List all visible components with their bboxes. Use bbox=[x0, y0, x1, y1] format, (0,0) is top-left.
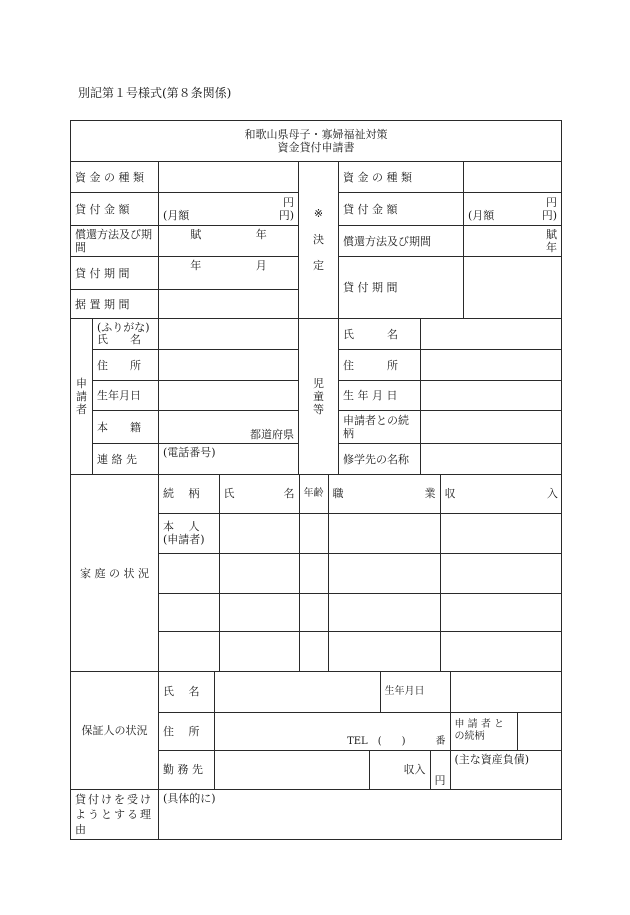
guarantor-assets-label: (主な資産負債) bbox=[454, 752, 530, 766]
guarantor-birth-label: 生年月日 bbox=[380, 672, 450, 712]
family-header-name-b: 名 bbox=[283, 487, 295, 501]
decision-type-field[interactable] bbox=[464, 162, 562, 193]
child-address-field[interactable] bbox=[421, 350, 562, 381]
family-table bbox=[159, 475, 562, 671]
family-row3-income[interactable] bbox=[440, 593, 562, 631]
family-header-job-b: 業 bbox=[424, 487, 436, 501]
guarantor-relation-field[interactable] bbox=[517, 712, 562, 750]
reason-field[interactable] bbox=[159, 790, 562, 840]
family-row1-age[interactable] bbox=[299, 513, 328, 553]
decision-period-field[interactable] bbox=[464, 257, 562, 319]
name-label: 氏 名 bbox=[97, 333, 141, 346]
family-row3-job[interactable] bbox=[328, 593, 440, 631]
child-label bbox=[299, 319, 339, 475]
child-char1: 児 bbox=[313, 377, 324, 390]
family-header-name-a: 氏 bbox=[223, 487, 235, 501]
family-row2-income[interactable] bbox=[440, 553, 562, 593]
guarantor-label: 保証人の状況 bbox=[71, 672, 159, 790]
guarantor-tel: TEL ( ) 番 bbox=[347, 735, 446, 747]
loan-amount-label: 貸 付 金 額 bbox=[71, 193, 159, 226]
child-name-label: 氏 名 bbox=[339, 319, 421, 350]
family-row3-relation[interactable] bbox=[159, 593, 219, 631]
furigana-label: (ふりがな) bbox=[97, 321, 150, 334]
guarantor-address-field[interactable] bbox=[214, 712, 450, 750]
applicant-address-field[interactable] bbox=[159, 350, 299, 381]
child-relation-field[interactable] bbox=[421, 411, 562, 444]
loan-monthly-label: (月額 bbox=[163, 209, 190, 222]
family-row1-income[interactable] bbox=[440, 513, 562, 553]
decision-char2: 定 bbox=[313, 259, 324, 272]
child-name-field[interactable] bbox=[421, 319, 562, 350]
family-header-job bbox=[328, 475, 440, 513]
loan-monthly-yen: 円) bbox=[278, 209, 294, 222]
decision-repay-label: 償還方法及び期間 bbox=[339, 226, 464, 257]
applicant-char2: 請 bbox=[76, 390, 87, 403]
repay-year: 年 bbox=[255, 228, 267, 241]
family-header-name bbox=[219, 475, 299, 513]
family-header-income bbox=[440, 475, 562, 513]
guarantor-income-field[interactable] bbox=[430, 750, 450, 789]
decision-amount-yen: 円 bbox=[546, 196, 557, 209]
applicant-contact-field[interactable] bbox=[159, 444, 299, 475]
decision-repay-year: 年 bbox=[546, 241, 557, 254]
form-number: 別記第１号様式(第８条関係) bbox=[78, 86, 232, 100]
child-char3: 等 bbox=[313, 403, 324, 416]
family-table-cell bbox=[159, 475, 562, 672]
child-school-field[interactable] bbox=[421, 444, 562, 475]
family-row3-age[interactable] bbox=[299, 593, 328, 631]
applicant-char1: 申 bbox=[76, 377, 87, 390]
grace-label: 据 置 期 間 bbox=[71, 290, 159, 319]
child-char2: 童 bbox=[313, 390, 324, 403]
child-birth-label: 生 年 月 日 bbox=[339, 381, 421, 411]
applicant-honseki-label: 本 籍 bbox=[93, 411, 159, 444]
applicant-honseki-field[interactable] bbox=[159, 411, 299, 444]
decision-repay-field[interactable] bbox=[464, 226, 562, 257]
family-header-age: 年齢 bbox=[299, 475, 328, 513]
form-title-line2: 資金貸付申請書 bbox=[277, 141, 355, 154]
guarantor-birth-field[interactable] bbox=[450, 672, 562, 712]
family-header-income-b: 入 bbox=[547, 487, 558, 501]
family-row1-name[interactable] bbox=[219, 513, 299, 553]
guarantor-table bbox=[159, 672, 562, 789]
family-row4-age[interactable] bbox=[299, 631, 328, 671]
decision-column bbox=[299, 162, 339, 319]
phone-label: (電話番号) bbox=[163, 446, 216, 459]
guarantor-name-label: 氏 名 bbox=[159, 672, 214, 712]
family-self-relation bbox=[159, 513, 219, 553]
guarantor-table-cell bbox=[159, 672, 562, 790]
family-label: 家 庭 の 状 況 bbox=[71, 475, 159, 672]
family-self-b: (申請者) bbox=[163, 533, 205, 546]
guarantor-income-yen: 円 bbox=[434, 774, 446, 787]
applicant-contact-label: 連 絡 先 bbox=[93, 444, 159, 475]
family-header-job-a: 職 bbox=[332, 487, 344, 501]
decision-mark: ※ bbox=[313, 207, 324, 220]
decision-char1: 決 bbox=[313, 233, 324, 246]
form-title bbox=[71, 121, 562, 162]
loan-amount-yen: 円 bbox=[283, 196, 294, 209]
period-year: 年 bbox=[190, 259, 202, 272]
prefecture-suffix: 都道府県 bbox=[250, 428, 294, 441]
guarantor-relation-label: 申 請 者 との続柄 bbox=[450, 712, 517, 750]
guarantor-assets-field[interactable] bbox=[450, 750, 562, 789]
repay-label: 償還方法及び期間 bbox=[71, 226, 159, 257]
repay-field[interactable] bbox=[159, 226, 299, 257]
guarantor-address-label: 住 所 bbox=[159, 712, 214, 750]
applicant-birth-field[interactable] bbox=[159, 381, 299, 411]
guarantor-income-label: 収入 bbox=[369, 750, 430, 789]
family-self-a: 本 人 bbox=[163, 520, 200, 533]
loan-amount-field[interactable] bbox=[159, 193, 299, 226]
child-relation-label: 申請者との続柄 bbox=[339, 411, 421, 444]
decision-period-label: 貸 付 期 間 bbox=[339, 257, 464, 319]
child-birth-field[interactable] bbox=[421, 381, 562, 411]
reason-label: 貸付けを受けようとする理由 bbox=[71, 790, 159, 840]
applicant-address-label: 住 所 bbox=[93, 350, 159, 381]
decision-monthly-label: (月額 bbox=[468, 209, 495, 222]
family-row4-relation[interactable] bbox=[159, 631, 219, 671]
family-row4-job[interactable] bbox=[328, 631, 440, 671]
repay-fu: 賦 bbox=[190, 228, 202, 241]
family-row3-name[interactable] bbox=[219, 593, 299, 631]
family-row1-job[interactable] bbox=[328, 513, 440, 553]
child-address-label: 住 所 bbox=[339, 350, 421, 381]
guarantor-work-label: 勤 務 先 bbox=[159, 750, 214, 789]
family-row2-job[interactable] bbox=[328, 553, 440, 593]
family-row2-age[interactable] bbox=[299, 553, 328, 593]
application-form bbox=[70, 120, 562, 840]
family-row2-name[interactable] bbox=[219, 553, 299, 593]
family-row4-name[interactable] bbox=[219, 631, 299, 671]
guarantor-name-field[interactable] bbox=[214, 672, 380, 712]
period-label: 貸 付 期 間 bbox=[71, 257, 159, 290]
family-header-income-a: 収 bbox=[444, 487, 456, 501]
guarantor-work-field[interactable] bbox=[214, 750, 369, 789]
decision-monthly-yen: 円) bbox=[541, 209, 557, 222]
loan-type-label: 資 金 の 種 類 bbox=[71, 162, 159, 193]
family-row4-income[interactable] bbox=[440, 631, 562, 671]
applicant-birth-label: 生年月日 bbox=[93, 381, 159, 411]
family-row2-relation[interactable] bbox=[159, 553, 219, 593]
form-title-line1: 和歌山県母子・寡婦福祉対策 bbox=[244, 128, 388, 141]
period-field[interactable] bbox=[159, 257, 299, 290]
decision-repay-fu: 賦 bbox=[546, 228, 557, 241]
decision-type-label: 資 金 の 種 類 bbox=[339, 162, 464, 193]
decision-amount-field[interactable] bbox=[464, 193, 562, 226]
applicant-label bbox=[71, 319, 93, 475]
period-month: 月 bbox=[255, 259, 267, 272]
grace-field[interactable] bbox=[159, 290, 299, 319]
family-header-relation: 続 柄 bbox=[159, 475, 219, 513]
decision-amount-label: 貸 付 金 額 bbox=[339, 193, 464, 226]
applicant-name-field[interactable] bbox=[159, 319, 299, 350]
applicant-name-label bbox=[93, 319, 159, 350]
reason-note: (具体的に) bbox=[163, 792, 216, 805]
child-school-label: 修学先の名称 bbox=[339, 444, 421, 475]
applicant-char3: 者 bbox=[76, 403, 87, 416]
loan-type-field[interactable] bbox=[159, 162, 299, 193]
